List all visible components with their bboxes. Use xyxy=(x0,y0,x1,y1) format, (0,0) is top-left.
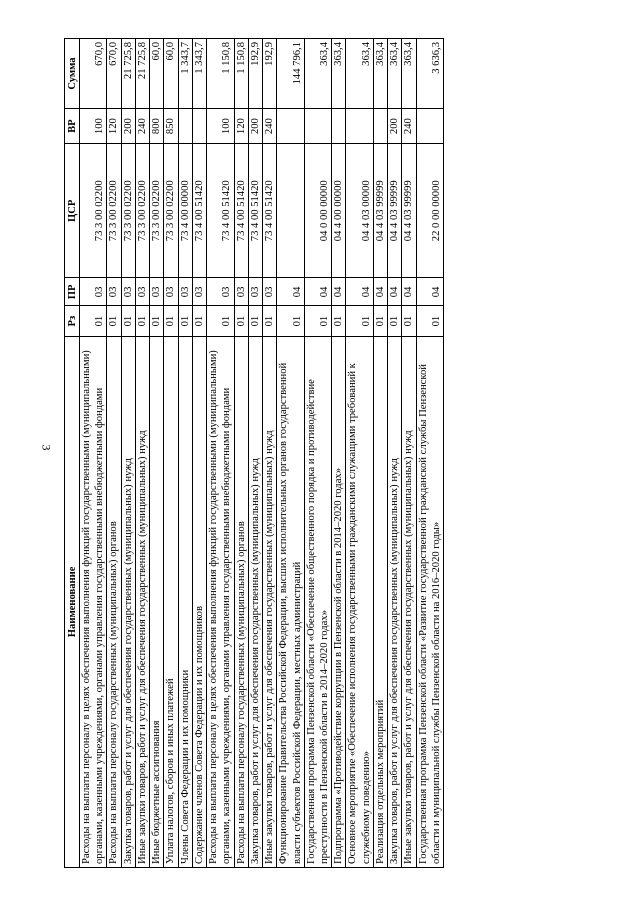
cell-pr: 04 xyxy=(373,278,387,306)
cell-vr xyxy=(304,109,331,144)
cell-vr xyxy=(277,109,304,144)
cell-pr: 03 xyxy=(121,278,135,306)
cell-sum: 1 343,7 xyxy=(178,39,192,109)
cell-vr: 120 xyxy=(107,109,121,144)
budget-table xyxy=(64,38,444,868)
cell-pr: 03 xyxy=(207,278,234,306)
cell-rz: 01 xyxy=(304,306,331,336)
table-row xyxy=(248,39,262,868)
cell-csr: 04 4 03 99999 xyxy=(388,144,402,278)
cell-name: Государственная программа Пензенской области «Развитие государственной гражданской службы Пензенской области и муниципальной службы Пензенской области на 2016–2020 годы» xyxy=(416,336,443,867)
table-row xyxy=(178,39,192,868)
table-row xyxy=(277,39,304,868)
cell-vr: 100 xyxy=(80,109,107,144)
cell-rz: 01 xyxy=(207,306,234,336)
cell-pr: 03 xyxy=(80,278,107,306)
table-row xyxy=(121,39,135,868)
header-name: Наименование xyxy=(65,336,80,867)
table-row xyxy=(234,39,248,868)
cell-name: Функционирование Правительства Российской Федерации, высших исполнительных органов государственной власти субъектов Российской Федерации, местных администраций xyxy=(277,336,304,867)
cell-name: Закупка товаров, работ и услуг для обеспечения государственных (муниципальных) нужд xyxy=(121,336,135,867)
cell-rz: 01 xyxy=(263,306,277,336)
cell-csr: 04 4 03 99999 xyxy=(373,144,387,278)
cell-name: Иные бюджетные ассигнования xyxy=(150,336,164,867)
cell-name: Расходы на выплаты персоналу государственных (муниципальных) органов xyxy=(107,336,121,867)
cell-pr: 04 xyxy=(277,278,304,306)
cell-sum: 363,4 xyxy=(402,39,416,109)
cell-vr xyxy=(192,109,206,144)
cell-pr: 03 xyxy=(164,278,178,306)
table-row xyxy=(304,39,331,868)
cell-vr: 240 xyxy=(135,109,149,144)
cell-pr: 03 xyxy=(178,278,192,306)
cell-pr: 04 xyxy=(388,278,402,306)
cell-sum: 363,4 xyxy=(304,39,331,109)
cell-sum: 1 150,8 xyxy=(234,39,248,109)
table-header-row xyxy=(65,39,80,868)
cell-name: Подпрограмма «Противодействие коррупции в Пензенской области в 2014–2020 годах» xyxy=(332,336,346,867)
rotated-page xyxy=(64,38,640,868)
cell-vr: 240 xyxy=(263,109,277,144)
table-row xyxy=(164,39,178,868)
table-row xyxy=(332,39,346,868)
cell-vr xyxy=(332,109,346,144)
cell-rz: 01 xyxy=(277,306,304,336)
cell-csr: 73 4 00 51420 xyxy=(192,144,206,278)
cell-vr: 100 xyxy=(207,109,234,144)
cell-csr: 73 3 00 02200 xyxy=(150,144,164,278)
cell-csr: 73 4 00 51420 xyxy=(234,144,248,278)
cell-name: Иные закупки товаров, работ и услуг для обеспечения государственных (муниципальных) нужд xyxy=(263,336,277,867)
cell-sum: 60,0 xyxy=(164,39,178,109)
header-csr: ЦСР xyxy=(65,144,80,278)
cell-rz: 01 xyxy=(248,306,262,336)
cell-name: Расходы на выплаты персоналу в целях обеспечения выполнения функций государственными (муниципальными) органами, казенными учреждениями, органами управления государственными внебюджетными фондами xyxy=(207,336,234,867)
cell-sum: 21 725,8 xyxy=(121,39,135,109)
cell-sum: 670,0 xyxy=(107,39,121,109)
cell-sum: 60,0 xyxy=(150,39,164,109)
table-row xyxy=(346,39,373,868)
cell-vr xyxy=(373,109,387,144)
cell-sum: 363,4 xyxy=(373,39,387,109)
cell-csr: 04 4 03 00000 xyxy=(346,144,373,278)
cell-rz: 01 xyxy=(388,306,402,336)
table-row xyxy=(207,39,234,868)
cell-sum: 363,4 xyxy=(332,39,346,109)
cell-csr xyxy=(277,144,304,278)
table-row xyxy=(135,39,149,868)
cell-rz: 01 xyxy=(332,306,346,336)
cell-vr: 200 xyxy=(121,109,135,144)
table-row xyxy=(373,39,387,868)
cell-vr: 240 xyxy=(402,109,416,144)
cell-rz: 01 xyxy=(234,306,248,336)
cell-rz: 01 xyxy=(121,306,135,336)
cell-sum: 363,4 xyxy=(346,39,373,109)
cell-name: Иные закупки товаров, работ и услуг для обеспечения государственных (муниципальных) нужд xyxy=(402,336,416,867)
cell-vr: 200 xyxy=(388,109,402,144)
cell-rz: 01 xyxy=(192,306,206,336)
cell-rz: 01 xyxy=(150,306,164,336)
cell-vr xyxy=(346,109,373,144)
cell-csr: 73 3 00 02200 xyxy=(135,144,149,278)
cell-csr: 04 4 03 99999 xyxy=(402,144,416,278)
cell-pr: 04 xyxy=(402,278,416,306)
cell-name: Расходы на выплаты персоналу в целях обеспечения выполнения функций государственными (муниципальными) органами, казенными учреждениями, органами управления государственными внебюджетными фондами xyxy=(80,336,107,867)
cell-name: Иные закупки товаров, работ и услуг для обеспечения государственных (муниципальных) нужд xyxy=(135,336,149,867)
cell-sum: 1 150,8 xyxy=(207,39,234,109)
table-body xyxy=(80,39,444,868)
cell-vr: 800 xyxy=(150,109,164,144)
table-row xyxy=(150,39,164,868)
cell-pr: 03 xyxy=(150,278,164,306)
table-row xyxy=(263,39,277,868)
cell-name: Реализация отдельных мероприятий xyxy=(373,336,387,867)
table-row xyxy=(416,39,443,868)
cell-csr: 73 4 00 51420 xyxy=(263,144,277,278)
cell-rz: 01 xyxy=(164,306,178,336)
cell-pr: 03 xyxy=(107,278,121,306)
cell-csr: 73 4 00 00000 xyxy=(178,144,192,278)
cell-name: Основное мероприятие «Обеспечение исполнения государственными гражданскими служащими требований к служебному поведению» xyxy=(346,336,373,867)
cell-sum: 1 343,7 xyxy=(192,39,206,109)
cell-rz: 01 xyxy=(135,306,149,336)
cell-rz: 01 xyxy=(373,306,387,336)
cell-sum: 144 796,1 xyxy=(277,39,304,109)
table-row xyxy=(192,39,206,868)
header-sum: Сумма xyxy=(65,39,80,109)
table-row xyxy=(80,39,107,868)
table-row xyxy=(388,39,402,868)
cell-rz: 01 xyxy=(80,306,107,336)
cell-pr: 04 xyxy=(304,278,331,306)
cell-vr: 850 xyxy=(164,109,178,144)
cell-rz: 01 xyxy=(107,306,121,336)
cell-csr: 22 0 00 00000 xyxy=(416,144,443,278)
cell-sum: 3 636,3 xyxy=(416,39,443,109)
cell-vr: 200 xyxy=(248,109,262,144)
cell-vr xyxy=(178,109,192,144)
cell-name: Уплата налогов, сборов и иных платежей xyxy=(164,336,178,867)
cell-csr: 73 3 00 02200 xyxy=(107,144,121,278)
cell-csr: 73 4 00 51420 xyxy=(207,144,234,278)
cell-rz: 01 xyxy=(402,306,416,336)
cell-name: Расходы на выплаты персоналу государственных (муниципальных) органов xyxy=(234,336,248,867)
cell-sum: 670,0 xyxy=(80,39,107,109)
cell-sum: 192,9 xyxy=(248,39,262,109)
cell-rz: 01 xyxy=(178,306,192,336)
table-row xyxy=(107,39,121,868)
cell-pr: 04 xyxy=(332,278,346,306)
cell-csr: 73 3 00 02200 xyxy=(164,144,178,278)
cell-pr: 03 xyxy=(234,278,248,306)
page-number: 3 xyxy=(39,444,54,451)
cell-name: Члены Совета Федерации и их помощники xyxy=(178,336,192,867)
header-pr: ПР xyxy=(65,278,80,306)
header-rz: Рз xyxy=(65,306,80,336)
cell-name: Государственная программа Пензенской области «Обеспечение общественного порядка и противодействие преступности в Пензенской области в 2014–2020 годах» xyxy=(304,336,331,867)
cell-pr: 04 xyxy=(416,278,443,306)
cell-pr: 03 xyxy=(248,278,262,306)
cell-csr: 04 0 00 00000 xyxy=(304,144,331,278)
cell-sum: 363,4 xyxy=(388,39,402,109)
cell-name: Закупка товаров, работ и услуг для обеспечения государственных (муниципальных) нужд xyxy=(248,336,262,867)
cell-csr: 73 3 00 02200 xyxy=(80,144,107,278)
cell-pr: 03 xyxy=(263,278,277,306)
table-row xyxy=(402,39,416,868)
cell-sum: 21 725,8 xyxy=(135,39,149,109)
cell-csr: 73 3 00 02200 xyxy=(121,144,135,278)
cell-pr: 03 xyxy=(192,278,206,306)
header-vr: ВР xyxy=(65,109,80,144)
cell-vr xyxy=(416,109,443,144)
cell-sum: 192,9 xyxy=(263,39,277,109)
cell-csr: 04 4 00 00000 xyxy=(332,144,346,278)
cell-rz: 01 xyxy=(346,306,373,336)
cell-pr: 03 xyxy=(135,278,149,306)
cell-csr: 73 4 00 51420 xyxy=(248,144,262,278)
cell-name: Содержание членов Совета Федерации и их помощников xyxy=(192,336,206,867)
cell-rz: 01 xyxy=(416,306,443,336)
cell-pr: 04 xyxy=(346,278,373,306)
cell-vr: 120 xyxy=(234,109,248,144)
cell-name: Закупка товаров, работ и услуг для обеспечения государственных (муниципальных) нужд xyxy=(388,336,402,867)
